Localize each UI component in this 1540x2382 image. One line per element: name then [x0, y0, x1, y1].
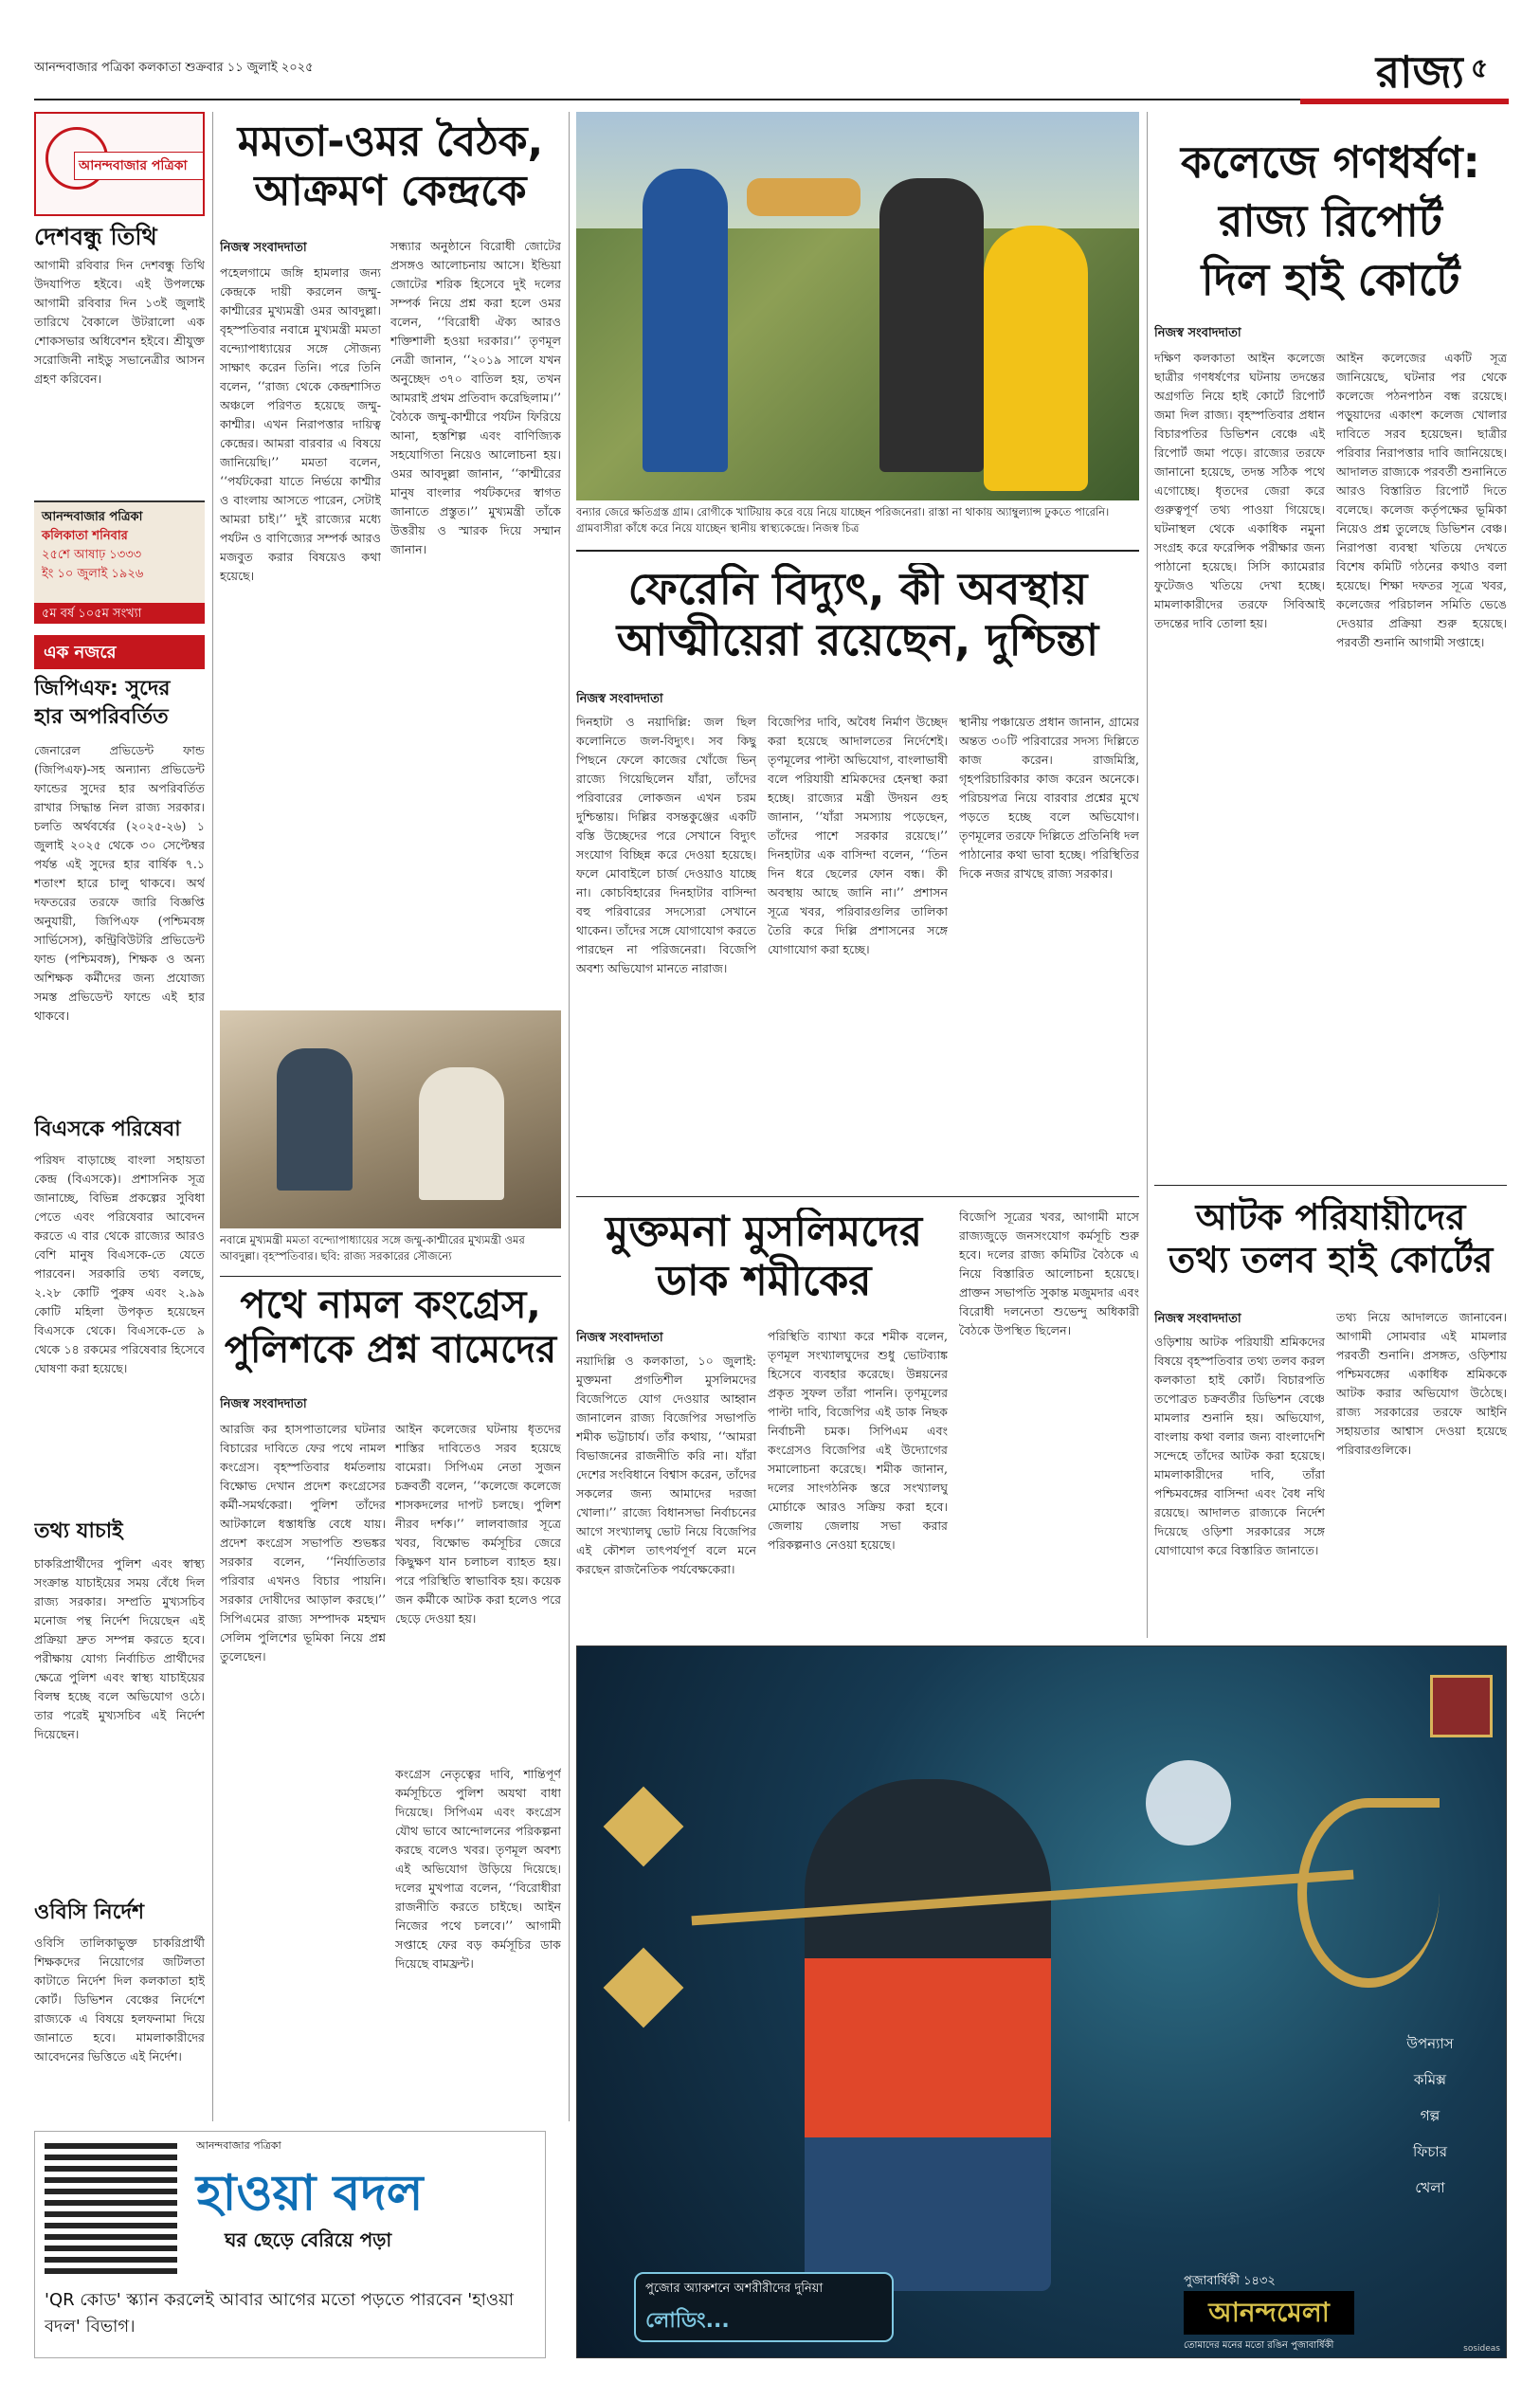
gpf-body: জেনারেল প্রভিডেন্ট ফান্ড (জিপিএফ)-সহ অন্যান্য প্রভিডেন্ট ফান্ডের সুদের হার অপরিবর্তিত রাখার সিদ্ধান্ত নিল রাজ্য সরকার। চলতি অর্থবর্ষের (২০২৫-২৬) ১ জুলাই ২০২৫ থেকে ৩০ সেপ্টেম্বর পর্যন্ত এই সুদের হার বার্ষিক ৭.১ শতাংশ হারে চালু থাকবে। অর্থ দফতরের তরফে জারি বিজ্ঞপ্তি অনুযায়ী, জিপিএফ (পশ্চিমবঙ্গ সার্ভিসেস), কন্ট্রিবিউটরি প্রভিডেন্ট ফান্ড (পশ্চিমবঙ্গ), শিক্ষক ও অন্য অশিক্ষক কর্মীদের জন্য প্রযোজ্য সমস্ত প্রভিডেন্ট ফান্ডে এই হার থাকবে।: [34, 743, 205, 1023]
col-divider-1: [569, 112, 570, 2121]
moon-icon: [1146, 1760, 1231, 1846]
ad-tagline: ঘর ছেড়ে বেরিয়ে পড়া: [225, 2228, 392, 2251]
gem-card-icon: [604, 1948, 684, 2028]
mamata-byline: নিজস্ব সংবাদদাতা: [220, 239, 307, 258]
ad-brand: হাওয়া বদল: [196, 2165, 424, 2222]
congress-body-col2: আইন কলেজের ঘটনায় ধৃতদের শাস্তির দাবিতেও সরব হয়েছে বামেরা। সিপিএম নেতা সুজন চক্রবর্তী বলেন, ‘‘কলেজে কলেজে শাসকদলের দাপট চলছে। পুলিশ নীরব দর্শক।’’ লালবাজার সূত্রে খবর, বিক্ষোভ কর্মসূচির জেরে কিছুক্ষণ যান চলাচল ব্যাহত হয়। পরে পরিস্থিতি স্বাভাবিক হয়। কয়েক জন কর্মীকে আটক করা হলেও পরে ছেড়ে দেওয়া হয়।: [395, 1422, 561, 1626]
person-silhouette-1: [277, 1048, 353, 1191]
col-divider-2: [1147, 112, 1148, 1638]
migrants-body-col1: ওড়িশায় আটক পরিযায়ী শ্রমিকদের বিষয়ে বৃহস্পতিবার তথ্য তলব করল কলকাতা হাই কোর্ট। বিচারপতি তপোব্রত চক্রবর্তীর ডিভিশন বেঞ্চে মামলার শুনানি হয়। অভিযোগ, বাংলায় কথা বলার জন্য বাংলাদেশি সন্দেহে তাঁদের আটক করা হয়েছে। মামলাকারীদের দাবি, তাঁরা পশ্চিমবঙ্গের বাসিন্দা এবং বৈধ নথি রয়েছে। আদালত রাজ্যকে নির্দেশ দিয়েছে ওড়িশা সরকারের সঙ্গে যোগাযোগ করে বিস্তারিত জানাতে।: [1154, 1335, 1325, 1557]
deshbandhu-title: দেশবন্ধু তিথি: [34, 223, 157, 250]
archive-source-box: [34, 500, 205, 605]
category-feature: ফিচার: [1413, 2143, 1447, 2160]
person-3: [984, 226, 1088, 491]
archive-logo: [34, 112, 205, 216]
congress-byline: নিজস্ব সংবাদদাতা: [220, 1395, 307, 1414]
category-comics: কমিক্স: [1413, 2071, 1447, 2088]
category-games: খেলা: [1415, 2179, 1445, 2196]
migrants-headline: [1154, 1196, 1507, 1300]
congress-body-col3: কংগ্রেস নেতৃত্বের দাবি, শান্তিপূর্ণ কর্মসূচিতে পুলিশ অযথা বাধা দিয়েছে। সিপিএম এবং কংগ্রেস যৌথ ভাবে আন্দোলনের পরিকল্পনা করছে বলেও খবর। তৃণমূল অবশ্য এই অভিযোগ উড়িয়ে দিয়েছে। দলের মুখপাত্র বলেন, ‘‘বিরোধীরা রাজনীতি করতে চাইছে। আইন নিজের পথে চলবে।’’ আগামী সপ্তাহে ফের বড় কর্মসূচির ডাক দিয়েছে বামফ্রন্ট।: [395, 1767, 561, 1971]
fire-card-icon: [1430, 1675, 1493, 1737]
samik-body-col1: নয়াদিল্লি ও কলকাতা, ১০ জুলাই: মুক্তমনা প্রগতিশীল মুসলিমদের বিজেপিতে যোগ দেওয়ার আহ্বান জানালেন রাজ্য বিজেপির সভাপতি শমীক ভট্টাচার্য। তাঁর কথায়, ‘‘আমরা বিভাজনের রাজনীতি করি না। যাঁরা দেশের সংবিধানে বিশ্বাস করেন, তাঁদের সকলের জন্য আমাদের দরজা খোলা।’’ রাজ্যে বিধানসভা নির্বাচনের আগে সংখ্যালঘু ভোট নিয়ে বিজেপির এই কৌশল তাৎপর্যপূর্ণ বলে মনে করছেন রাজনৈতিক পর্যবেক্ষকেরা।: [576, 1354, 756, 1576]
bidyut-body-col1: দিনহাটা ও নয়াদিল্লি: জল ছিল কলোনিতে জল-বিদ্যুৎ। সব কিছু পিছনে ফেলে কাজের খোঁজে ভিন্ রাজ্যে গিয়েছিলেন যাঁরা, তাঁদের পরিবারের লোকজন এখন চরম দুশ্চিন্তায়। দিল্লির বসন্তকুঞ্জের একটি বস্তি উচ্ছেদের পরে সেখানে বিদ্যুৎ সংযোগ বিচ্ছিন্ন করে দেওয়া হয়েছে। ফলে মোবাইলে চার্জ দেওয়াও যাচ্ছে না। কোচবিহারের দিনহাটার বাসিন্দা বহু পরিবারের সদস্যেরা সেখানে থাকেন। তাঁদের সঙ্গে যোগাযোগ করতে পারছেন না পরিজনেরা। বিজেপি অবশ্য অভিযোগ মানতে নারাজ।: [576, 715, 756, 975]
archive-line-4: ৫ম বর্ষ ১০৫ম সংখ্যা: [34, 603, 205, 624]
congress-byline-wrap: [220, 1393, 561, 1414]
samik-headline-2: ডাক শমীকের: [656, 1256, 872, 1305]
samik-byline: নিজস্ব সংবাদদাতা: [576, 1329, 663, 1348]
stretcher: [747, 178, 861, 216]
congress-top-rule: [220, 1276, 561, 1277]
mamata-photo-caption: নবান্নে মুখ্যমন্ত্রী মমতা বন্দ্যোপাধ্যায়ের সঙ্গে জম্মু-কাশ্মীরের মুখ্যমন্ত্রী ওমর আবদুল্লা। বৃহস্পতিবার। ছবি: রাজ্য সরকারের সৌজন্যে: [220, 1233, 525, 1263]
bidyut-headline-2: আত্মীয়েরা রয়েছেন, দুশ্চিন্তা: [616, 614, 1099, 666]
verification-body: চাকরিপ্রার্থীদের পুলিশ এবং স্বাস্থ্য সংক্রান্ত যাচাইয়ের সময় বেঁধে দিল রাজ্য সরকার। সম্প্রতি মুখ্যসচিব মনোজ পন্থ নির্দেশ দিয়েছেন এই প্রক্রিয়া দ্রুত সম্পন্ন করতে হবে। পরীক্ষায় যোগ্য নির্বাচিত প্রার্থীদের ক্ষেত্রে পুলিশ এবং স্বাস্থ্য যাচাইয়ের বিলম্ব হচ্ছে বলে অভিযোগ ওঠে। তার পরেই মুখ্যসচিব এই নির্দেশ দিয়েছেন।: [34, 1556, 205, 1741]
bidyut-byline: নিজস্ব সংবাদদাতা: [576, 690, 663, 709]
migrants-headline-1: আটক পরিযায়ীদের: [1195, 1196, 1466, 1238]
college-byline: নিজস্ব সংবাদদাতা: [1154, 324, 1241, 343]
person-2: [879, 178, 984, 472]
samik-byline-wrap: [576, 1327, 756, 1348]
verification-title: তথ্য যাচাই: [34, 1519, 123, 1543]
college-byline-wrap: [1154, 322, 1507, 343]
ad-brand-small: আনন্দবাজার পত্রিকা: [196, 2139, 281, 2152]
obc-title: ওবিসি নির্দেশ: [34, 1900, 145, 1924]
migrants-top-rule: [1154, 1185, 1507, 1186]
congress-headline-1: পথে নামল কংগ্রেস,: [240, 1283, 541, 1327]
mamata-headline: [220, 118, 561, 227]
section-bar: [1300, 99, 1509, 104]
congress-headline: [220, 1283, 561, 1386]
masthead-rule: [34, 99, 1300, 100]
anandamela-logo[interactable]: আনন্দমেলা: [1184, 2291, 1354, 2335]
bidyut-byline-wrap: [576, 688, 1139, 709]
anandamela-ad[interactable]: [576, 1646, 1507, 2358]
page-number: ৫: [1471, 52, 1489, 83]
deshbandhu-body: আগামী রবিবার দিন দেশবন্ধু তিথি উদযাপিত হইবে। এই উপলক্ষে আগামী রবিবার দিন ১৩ই জুলাই তারিখে বৈকালে উটরালো এক শোকসভার অধিবেশন হইবে। শ্রীযুক্ত সরোজিনী নাইডু সভানেত্রীর আসন গ্রহণ করিবেন।: [34, 258, 205, 386]
ek-nojore-label: এক নজরে: [34, 635, 205, 669]
category-story: গল্প: [1420, 2107, 1440, 2124]
mamata-body: পহেলগামে জঙ্গি হামলার জন্য কেন্দ্রকে দায়ী করলেন জম্মু-কাশ্মীরের মুখ্যমন্ত্রী ওমর আবদুল্লা। বৃহস্পতিবার নবান্নে মুখ্যমন্ত্রী মমতা বন্দ্যোপাধ্যায়ের সঙ্গে সৌজন্য সাক্ষাৎ করেন তিনি। পরে তিনি বলেন, ‘‘রাজ্য থেকে কেন্দ্রশাসিত অঞ্চলে পরিণত হয়েছে জম্মু-কাশ্মীর। এখন নিরাপত্তার দায়িত্ব কেন্দ্রের। আমরা বারবার এ বিষয়ে জানিয়েছি।’’ মমতা বলেন, ‘‘পর্যটকেরা যাতে নির্ভয়ে কাশ্মীর ও বাংলায় আসতে পারেন, সেটাই আমরা চাই।’’ দুই রাজ্যের মধ্যে পর্যটন ও বাণিজ্যের সম্পর্ক আরও মজবুত করার বিষয়েও কথা হয়েছে।: [220, 265, 381, 583]
college-headline-1: কলেজে গণধর্ষণ:: [1181, 136, 1480, 188]
mamata-body-col2: সন্ধ্যার অনুষ্ঠানে বিরোধী জোটের প্রসঙ্গও আলোচনায় আসে। ইন্ডিয়া জোটের শরিক হিসেবে দুই দলের সম্পর্ক নিয়ে প্রশ্ন করা হলে ওমর বলেন, ‘‘বিরোধী ঐক্য আরও শক্তিশালী হওয়া দরকার।’’ তৃণমূল নেত্রী জানান, ‘‘২০১৯ সালে যখন অনুচ্ছেদ ৩৭০ বাতিল হয়, তখন আমরাই প্রথম প্রতিবাদ করেছিলাম।’’ বৈঠকে জম্মু-কাশ্মীরে পর্যটন ফিরিয়ে আনা, হস্তশিল্প এবং বাণিজ্যিক সহযোগিতা নিয়েও আলোচনা হয়। ওমর আবদুল্লা জানান, ‘‘কাশ্মীরের মানুষ বাংলার পর্যটকদের স্বাগত জানাতে প্রস্তুত।’’ মুখ্যমন্ত্রী তাঁকে উত্তরীয় ও স্মারক দিয়ে সম্মান জানান।: [390, 239, 561, 556]
bidyut-headline-1: ফেরেনি বিদ্যুৎ, কী অবস্থায়: [627, 563, 1088, 614]
archive-line-1: কলিকাতা শনিবার: [42, 529, 128, 543]
bsk-title: বিএসকে পরিষেবা: [34, 1118, 181, 1141]
sidebar-divider: [212, 112, 213, 2121]
lead-photo-rule: [576, 550, 1139, 552]
samik-headline: [576, 1208, 951, 1319]
college-headline: [1154, 133, 1507, 313]
migrants-body-col2: তথ্য নিয়ে আদালতে জানাবেন। আগামী সোমবার এই মামলার পরবর্তী শুনানি। প্রসঙ্গত, ওড়িশায় পশ্চিমবঙ্গের একাধিক শ্রমিককে আটক করার অভিযোগ উঠেছে। রাজ্য সরকারের তরফে আইনি সহায়তার আশ্বাস দেওয়া হয়েছে পরিবারগুলিকে।: [1336, 1310, 1507, 1457]
samik-body-col2: পরিস্থিতি ব্যাখ্যা করে শমীক বলেন, তৃণমূল সংখ্যালঘুদের শুধু ভোটব্যাঙ্ক হিসেবে ব্যবহার করেছে। উন্নয়নের প্রকৃত সুফল তাঁরা পাননি। তৃণমূলের পাল্টা দাবি, বিজেপির এই ডাক নিছক নির্বাচনী চমক। সিপিএম এবং কংগ্রেসও বিজেপির এই উদ্যোগের সমালোচনা করেছে। শমীক জানান, দলের সাংগঠনিক স্তরে সংখ্যালঘু মোর্চাকে আরও সক্রিয় করা হবে। জেলায় জেলায় সভা করার পরিকল্পনাও নেওয়া হয়েছে।: [768, 1329, 948, 1552]
migrants-headline-2: তথ্য তলব হাই কোর্টের: [1168, 1238, 1494, 1281]
person-silhouette-2: [419, 1067, 504, 1200]
hawa-badal-ad[interactable]: [34, 2131, 546, 2358]
qr-code-icon[interactable]: [45, 2141, 177, 2274]
section-title: রাজ্য: [1375, 46, 1464, 98]
congress-body: আরজি কর হাসপাতালের ঘটনার বিচারের দাবিতে ফের পথে নামল কংগ্রেস। বৃহস্পতিবার ধর্মতলায় বিক্ষোভ দেখান প্রদেশ কংগ্রেসের কর্মী-সমর্থকেরা। পুলিশ তাঁদের আটকালে ধস্তাধস্তি বেধে যায়। প্রদেশ কংগ্রেস সভাপতি শুভঙ্কর সরকার বলেন, ‘‘নির্যাতিতার পরিবার এখনও বিচার পায়নি। সরকার দোষীদের আড়াল করছে।’’ সিপিএমের রাজ্য সম্পাদক মহম্মদ সেলিম পুলিশের ভূমিকা নিয়ে প্রশ্ন তুলেছেন।: [220, 1422, 386, 1664]
lead-photo-caption: বন্যার জেরে ক্ষতিগ্রস্ত গ্রাম। রোগীকে খাটিয়ায় করে বয়ে নিয়ে যাচ্ছেন পরিজনেরা। রাস্তা না থাকায় অ্যাম্বুল্যান্স ঢুকতে পারেনি। গ্রামবাসীরা কাঁধে করে নিয়ে যাচ্ছেন স্থানীয় স্বাস্থ্যকেন্দ্রে। নিজস্ব চিত্র: [576, 505, 1110, 535]
logo-text: আনন্দবাজার পত্রিকা: [74, 152, 205, 180]
anandamela-tagline: তোমাদের মনের মতো রঙিন পুজাবার্ষিকী: [1184, 2340, 1334, 2351]
college-headline-3: দিল হাই কোর্টে: [1201, 254, 1460, 305]
feather-card-icon: [604, 1787, 684, 1867]
loading-badge-text: পুজোর অ্যাকশনে অশরীরীদের দুনিয়া: [645, 2282, 824, 2296]
archive-line-3: ইং ১০ জুলাই ১৯২৬: [42, 567, 144, 581]
ad-qr-text: 'QR কোড' স্ক্যান করলেই আবার আগের মতো পড়তে পারবেন 'হাওয়া বদল' বিভাগ।: [45, 2290, 514, 2337]
samik-headline-1: মুক্তমনা মুসলিমদের: [605, 1208, 923, 1256]
bidyut-body-col2: বিজেপির দাবি, অবৈধ নির্মাণ উচ্ছেদ করা হয়েছে আদালতের নির্দেশেই। তৃণমূলের পাল্টা অভিযোগ, বাংলাভাষী বলে পরিযায়ী শ্রমিকদের হেনস্থা করা হচ্ছে। রাজ্যের মন্ত্রী উদয়ন গুহ জানান, ‘‘যাঁরা সমস্যায় পড়েছেন, তাঁদের পাশে সরকার রয়েছে।’’ দিনহাটার এক বাসিন্দা বলেন, ‘‘তিন দিন ধরে ছেলের ফোন বন্ধ। কী অবস্থায় আছে জানি না।’’ প্রশাসন সূত্রে খবর, পরিবারগুলির তালিকা তৈরি করে দিল্লি প্রশাসনের সঙ্গে যোগাযোগ করা হচ্ছে।: [768, 715, 948, 956]
samik-top-rule: [576, 1196, 1139, 1197]
trident-icon: [1297, 1798, 1440, 1988]
bidyut-body-col3: স্থানীয় পঞ্চায়েত প্রধান জানান, গ্রামের অন্তত ৩০টি পরিবারের সদস্য দিল্লিতে কাজ করেন। রাজমিস্ত্রি, গৃহপরিচারিকার কাজ করেন অনেকে। পরিচয়পত্র নিয়ে বারবার প্রশ্নের মুখে পড়তে হচ্ছে বলে অভিযোগ। তৃণমূলের তরফে দিল্লিতে প্রতিনিধি দল পাঠানোর কথা ভাবা হচ্ছে। পরিস্থিতির দিকে নজর রাখছে রাজ্য সরকার।: [959, 715, 1139, 881]
mamata-headline-2: আক্রমণ কেন্দ্রকে: [254, 166, 527, 215]
samik-body-col3: বিজেপি সূত্রের খবর, আগামী মাসে রাজ্যজুড়ে জনসংযোগ কর্মসূচি শুরু হবে। দলের রাজ্য কমিটির বৈঠকে এ নিয়ে বিস্তারিত আলোচনা হয়েছে। প্রাক্তন সভাপতি সুকান্ত মজুমদার এবং বিরোধী দলনেতা শুভেন্দু অধিকারী বৈঠকে উপস্থিত ছিলেন।: [959, 1209, 1139, 1337]
congress-headline-2: পুলিশকে প্রশ্ন বামেদের: [224, 1328, 557, 1373]
category-novel: উপন্যাস: [1406, 2035, 1454, 2052]
college-body-col1: দক্ষিণ কলকাতা আইন কলেজে ছাত্রীর গণধর্ষণের ঘটনায় তদন্তের অগ্রগতি নিয়ে হাই কোর্টে রিপোর্ট জমা দিল রাজ্য। বৃহস্পতিবার প্রধান বিচারপতির ডিভিশন বেঞ্চে এই রিপোর্ট জমা পড়ে। রাজ্যের তরফে জানানো হয়েছে, তদন্ত সঠিক পথে এগোচ্ছে। ধৃতদের জেরা করে গুরুত্বপূর্ণ তথ্য পাওয়া গিয়েছে। ঘটনাস্থল থেকে একাধিক নমুনা সংগ্রহ করে ফরেন্সিক পরীক্ষার জন্য পাঠানো হয়েছে। সিসি ক্যামেরার ফুটেজও খতিয়ে দেখা হচ্ছে। মামলাকারীদের তরফে সিবিআই তদন্তের দাবি তোলা হয়।: [1154, 351, 1325, 630]
loading-text: লোডিং...: [645, 2309, 730, 2333]
masthead-date: আনন্দবাজার পত্রিকা কলকাতা শুক্রবার ১১ জুলাই ২০২৫: [34, 61, 314, 75]
migrants-byline-wrap: [1154, 1308, 1325, 1329]
archive-source: আনন্দবাজার পত্রিকা: [42, 510, 143, 524]
migrants-byline: নিজস্ব সংবাদদাতা: [1154, 1310, 1241, 1329]
mamata-byline-wrap: [220, 237, 381, 258]
child-figure: [805, 1779, 1051, 2291]
archive-line-2: ২৫শে আষাঢ় ১৩৩৩: [42, 548, 142, 562]
puja-label: পুজাবার্ষিকী ১৪৩২: [1184, 2274, 1276, 2288]
college-headline-2: রাজ্য রিপোর্ট: [1219, 195, 1442, 246]
lead-photo: [576, 112, 1139, 500]
ad-categories: [1364, 2026, 1496, 2206]
loading-badge: [634, 2272, 894, 2342]
mamata-photo: [220, 1010, 561, 1228]
person-1: [643, 169, 728, 472]
obc-body: ওবিসি তালিকাভুক্ত চাকরিপ্রার্থী শিক্ষকদের নিয়োগের জটিলতা কাটাতে নির্দেশ দিল কলকাতা হাই কোর্ট। ডিভিশন বেঞ্চের নির্দেশে রাজ্যকে এ বিষয়ে হলফনামা দিয়ে জানাতে হবে। মামলাকারীদের আবেদনের ভিত্তিতে এই নির্দেশ।: [34, 1936, 205, 2064]
gpf-title: জিপিএফ: সুদের হার অপরিবর্তিত: [34, 677, 171, 729]
mamata-headline-1: মমতা-ওমর বৈঠক,: [237, 118, 544, 166]
bsk-body: পরিষদ বাড়াচ্ছে বাংলা সহায়তা কেন্দ্র (বিএসকে)। প্রশাসনিক সূত্র জানাচ্ছে, বিভিন্ন প্রকল্পের সুবিধা পেতে এবং পরিষেবার আবেদন করতে এ বার থেকে রাজ্যের আরও বেশি মানুষ বিএসকে-তে যেতে পারবেন। সরকারি তথ্য বলছে, ২.২৮ কোটি পুরুষ এবং ২.৯৯ কোটি মহিলা উপকৃত হয়েছেন বিএসকে থেকে। বিএসকে-তে ৯ থেকে ১৪ রকমের পরিষেবার হিসেবে ঘোষণা করা হয়েছে।: [34, 1153, 205, 1375]
bidyut-headline: [576, 563, 1139, 677]
college-body-col2: আইন কলেজের একটি সূত্র জানিয়েছে, ঘটনার পর থেকে কলেজে পঠনপাঠন বন্ধ রয়েছে। পড়ুয়াদের একাংশ কলেজ খোলার দাবিতে সরব হয়েছেন। ছাত্রীর পরিবার নিরাপত্তার দাবি জানিয়েছে। আদালত রাজ্যকে পরবর্তী শুনানিতে আরও বিস্তারিত রিপোর্ট দিতে বলেছে। কলেজ কর্তৃপক্ষের ভূমিকা নিয়েও প্রশ্ন তুলেছে ডিভিশন বেঞ্চ। নিরাপত্তা ব্যবস্থা খতিয়ে দেখতে বিশেষ কমিটি গঠনের কথাও বলা হয়েছে। শিক্ষা দফতর সূত্রে খবর, কলেজের পরিচালন সমিতি ভেঙে দেওয়ার প্রক্রিয়া শুরু হয়েছে। পরবর্তী শুনানি আগামী সপ্তাহে।: [1336, 351, 1507, 649]
ad-credit: sosideas: [1463, 2344, 1500, 2354]
